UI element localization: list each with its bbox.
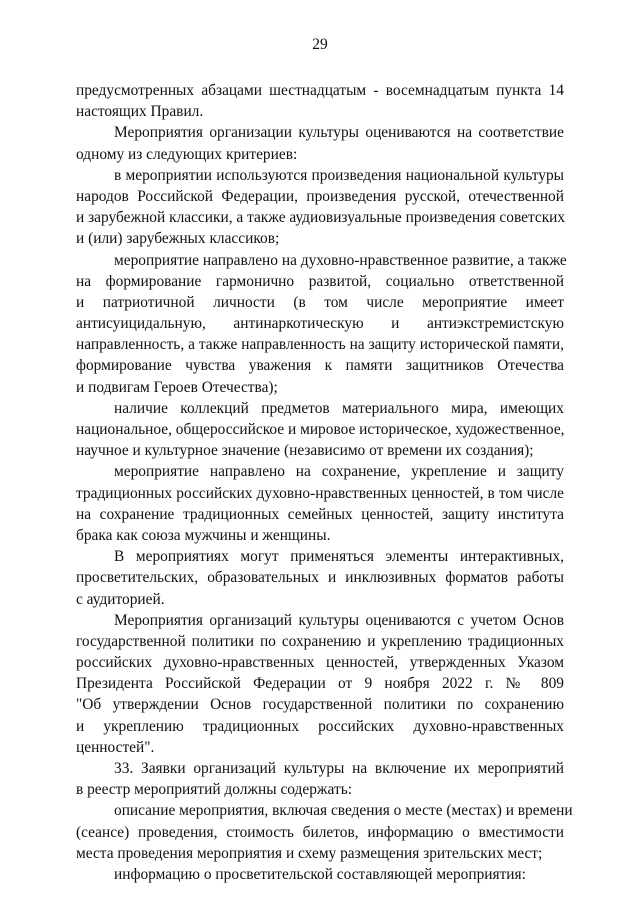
text-line: описание мероприятия, включая сведения о месте (местах) и времени [114, 802, 573, 820]
text-line: просветительских, образовательных и инклюзивных форматов работы [76, 569, 564, 587]
document-body [76, 80, 573, 885]
text-line: "Об утверждении Основ государственной политики по сохранению [76, 696, 564, 714]
text-line: (сеансе) проведения, стоимость билетов, информацию о вместимости [76, 823, 564, 841]
page-number: 29 [312, 36, 328, 53]
text-line: предусмотренных абзацами шестнадцатым - восемнадцатым пункта 14 [76, 82, 564, 99]
text-line: в мероприятии используются произведения национальной культуры [114, 166, 564, 184]
text-line: информацию о просветительской составляющей мероприятия: [114, 865, 526, 883]
text-line: ценностей". [76, 738, 155, 756]
text-line: и укреплению традиционных российских духовно-нравственных [76, 717, 564, 735]
text-line: мероприятие направлено на сохранение, укрепление и защиту [114, 463, 564, 481]
text-line: народов Российской Федерации, произведения русской, отечественной [76, 187, 564, 205]
text-line: формирование чувства уважения к памяти защитников Отечества [76, 357, 564, 375]
text-line: и подвигам Героев Отечества); [76, 378, 278, 396]
text-line: Мероприятия организации культуры оцениваются на соответствие [114, 124, 564, 142]
text-line: настоящих Правил. [76, 103, 204, 121]
text-line: наличие коллекций предметов материального мира, имеющих [114, 399, 564, 417]
text-line: и (или) зарубежных классиков; [76, 230, 280, 248]
text-line: Президента Российской Федерации от 9 ноября 2022 г. № 809 [76, 675, 564, 693]
text-line: и патриотичной личности (в том числе мероприятие имеет [76, 293, 564, 311]
text-line: места проведения мероприятия и схему размещения зрительских мест; [76, 844, 543, 862]
text-line: Мероприятия организаций культуры оцениваются с учетом Основ [114, 611, 564, 629]
text-line: направленность, а также направленность на защиту исторической памяти, [76, 336, 564, 354]
text-line: государственной политики по сохранению и укреплению традиционных [76, 632, 564, 650]
text-line: антисуицидальную, антинаркотическую и антиэкстремистскую [76, 315, 564, 333]
text-line: научное и культурное значение (независимо от времени их создания); [76, 442, 534, 460]
text-line: 33. Заявки организаций культуры на включение их мероприятий [114, 760, 564, 777]
text-line: брака как союза мужчины и женщины. [76, 526, 331, 544]
text-line: в реестр мероприятий должны содержать: [76, 781, 352, 799]
text-line: традиционных российских духовно-нравственных ценностей, в том числе [76, 484, 564, 502]
text-line: и зарубежной классики, а также аудиовизуальные произведения советских [76, 209, 566, 227]
text-line: национальное, общероссийское и мировое историческое, художественное, [76, 421, 565, 438]
text-line: на формирование гармонично развитой, социально ответственной [76, 272, 564, 290]
text-line: В мероприятиях могут применяться элементы интерактивных, [114, 548, 564, 566]
text-line: с аудиторией. [76, 590, 165, 608]
text-line: российских духовно-нравственных ценностей, утвержденных Указом [76, 654, 564, 672]
text-line: одному из следующих критериев: [76, 145, 298, 163]
text-line: мероприятие направлено на духовно-нравственное развитие, а также [114, 251, 567, 269]
text-line: на сохранение традиционных семейных ценностей, защиту института [76, 505, 564, 523]
